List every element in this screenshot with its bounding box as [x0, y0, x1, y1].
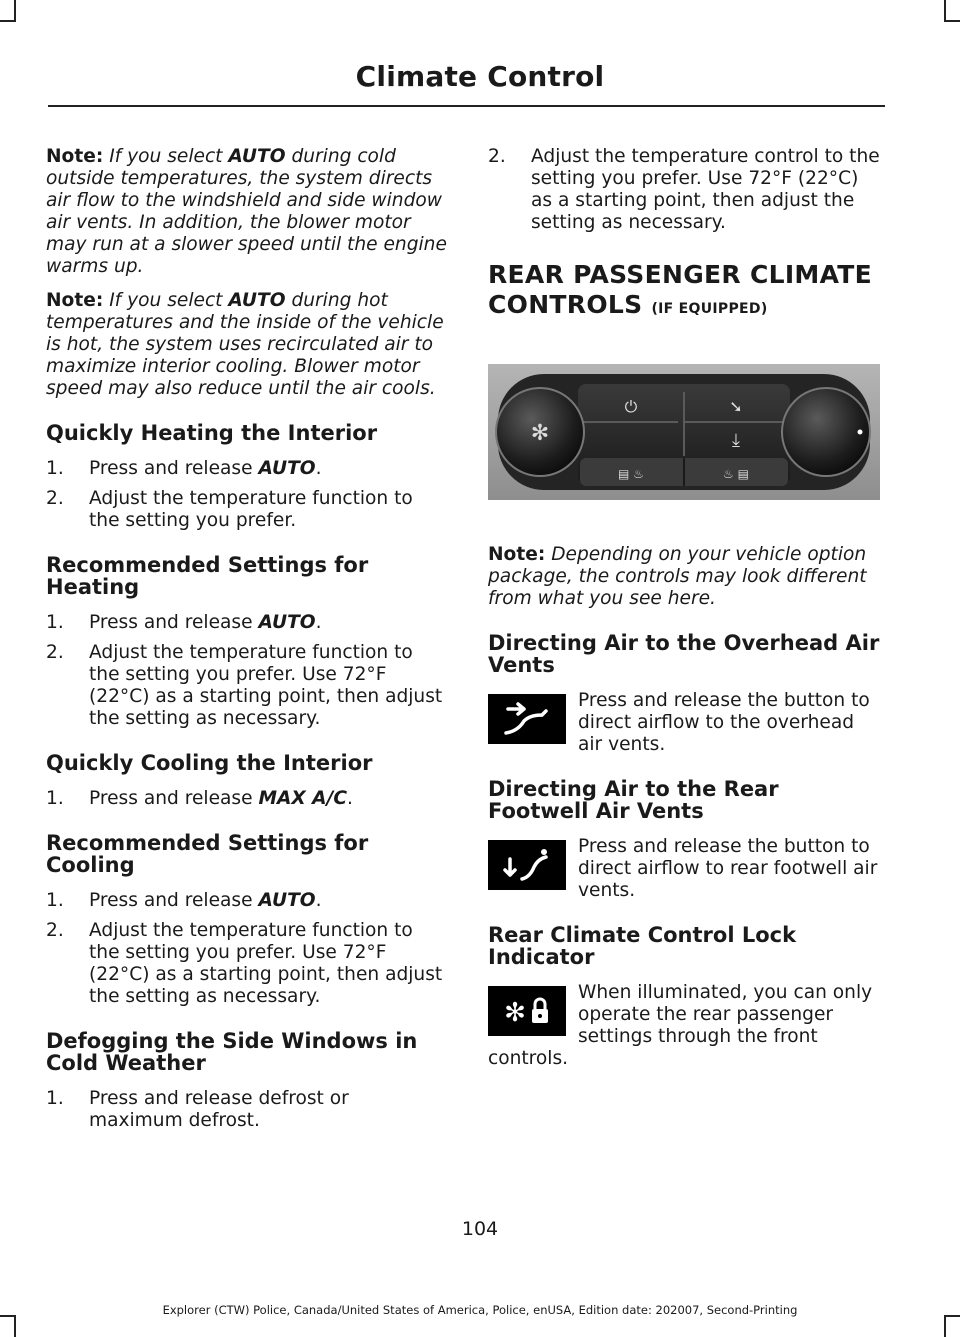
svg-text:♨ ▤: ♨ ▤: [723, 467, 749, 481]
steps-list: [46, 788, 448, 810]
svg-text:⤓: ⤓: [732, 430, 740, 451]
steps-list: [488, 146, 880, 234]
rear-climate-panel-image: [488, 364, 880, 500]
crop-mark: [0, 20, 16, 22]
note-auto-cold: Note: If you select AUTO during cold outside temperatures, the system directs air flow to the windshield and side window air vents. In addition, the blower motor may run at a slower speed until the engine warms up.: [46, 146, 447, 277]
svg-text:➘: ➘: [729, 397, 743, 416]
section-heading: Quickly Cooling the Interior: [46, 751, 373, 775]
section-heading: Quickly Heating the Interior: [46, 421, 378, 445]
section-heading: Recommended Settings for Heating: [46, 553, 369, 599]
list-item: 2. Adjust the temperature control to the setting you prefer. Use 72°F (22°C) as a starting point, then adjust the setting as necessary.: [488, 146, 880, 233]
section-heading: Directing Air to the Overhead Air Vents: [488, 631, 880, 677]
steps-list: [46, 458, 448, 532]
list-item: 1. Press and release AUTO.: [46, 890, 322, 911]
rear-climate-panel-illustration: [488, 364, 880, 500]
fan-lock-icon: [488, 986, 566, 1036]
list-item: 2. Adjust the temperature function to the setting you prefer.: [46, 488, 413, 531]
footwell-vents-description: Press and release the button to direct airflow to rear footwell air vents.: [488, 836, 880, 902]
crop-mark: [14, 0, 16, 22]
steps-list: [46, 612, 448, 730]
overhead-vents-description: Press and release the button to direct airflow to the overhead air vents.: [488, 690, 880, 756]
list-item: 1. Press and release AUTO.: [46, 458, 322, 479]
list-item: 1. Press and release MAX A/C.: [46, 788, 353, 809]
section-heading: Recommended Settings for Cooling: [46, 831, 369, 877]
note-controls-differ: Note: Depending on your vehicle option package, the controls may look different from what you see here.: [488, 544, 867, 609]
lock-indicator-description: ✻ When illuminated, you can only operate the rear passenger settings through the front controls.: [488, 982, 873, 1069]
main-section-heading: REAR PASSENGER CLIMATE CONTROLS (IF EQUIPPED): [488, 260, 873, 319]
page-title: Climate Control: [355, 60, 605, 93]
page-number: 104: [461, 1218, 499, 1240]
overhead-air-vent-icon: [488, 694, 566, 744]
svg-text:✻: ✻: [504, 998, 526, 1028]
crop-mark: [944, 20, 960, 22]
list-item: 1. Press and release AUTO.: [46, 612, 322, 633]
list-item: 1. Press and release defrost or maximum defrost.: [46, 1088, 349, 1131]
footer-edition-text: Explorer (CTW) Police, Canada/United States of America, Police, enUSA, Edition date: 202007, Second-Printing: [162, 1303, 798, 1317]
crop-mark: [944, 1315, 946, 1337]
svg-text:✻: ✻: [530, 421, 550, 446]
section-heading: Defogging the Side Windows in Cold Weather: [46, 1029, 418, 1075]
svg-text:▤ ♨: ▤ ♨: [618, 467, 644, 481]
note-auto-hot: Note: If you select AUTO during hot temperatures and the inside of the vehicle is hot, the system uses recirculated air to maximize interior cooling. Blower motor speed may also reduce until the air cools.: [46, 290, 444, 399]
crop-mark: [14, 1315, 16, 1337]
crop-mark: [944, 0, 946, 22]
section-heading: Directing Air to the Rear Footwell Air Vents: [488, 777, 779, 823]
footwell-air-vent-icon: [488, 840, 566, 890]
left-column: [46, 146, 448, 1140]
list-item: 2. Adjust the temperature function to the setting you prefer. Use 72°F (22°C) as a starting point, then adjust the setting as necessary.: [46, 920, 443, 1007]
header-divider: [48, 105, 885, 107]
svg-text:⏻: ⏻: [624, 397, 638, 416]
steps-list: [46, 1088, 448, 1132]
right-column: [488, 146, 880, 1086]
list-item: 2. Adjust the temperature function to the setting you prefer. Use 72°F (22°C) as a starting point, then adjust the setting as necessary.: [46, 642, 443, 729]
section-heading: Rear Climate Control Lock Indicator: [488, 923, 797, 969]
steps-list: [46, 890, 448, 1008]
